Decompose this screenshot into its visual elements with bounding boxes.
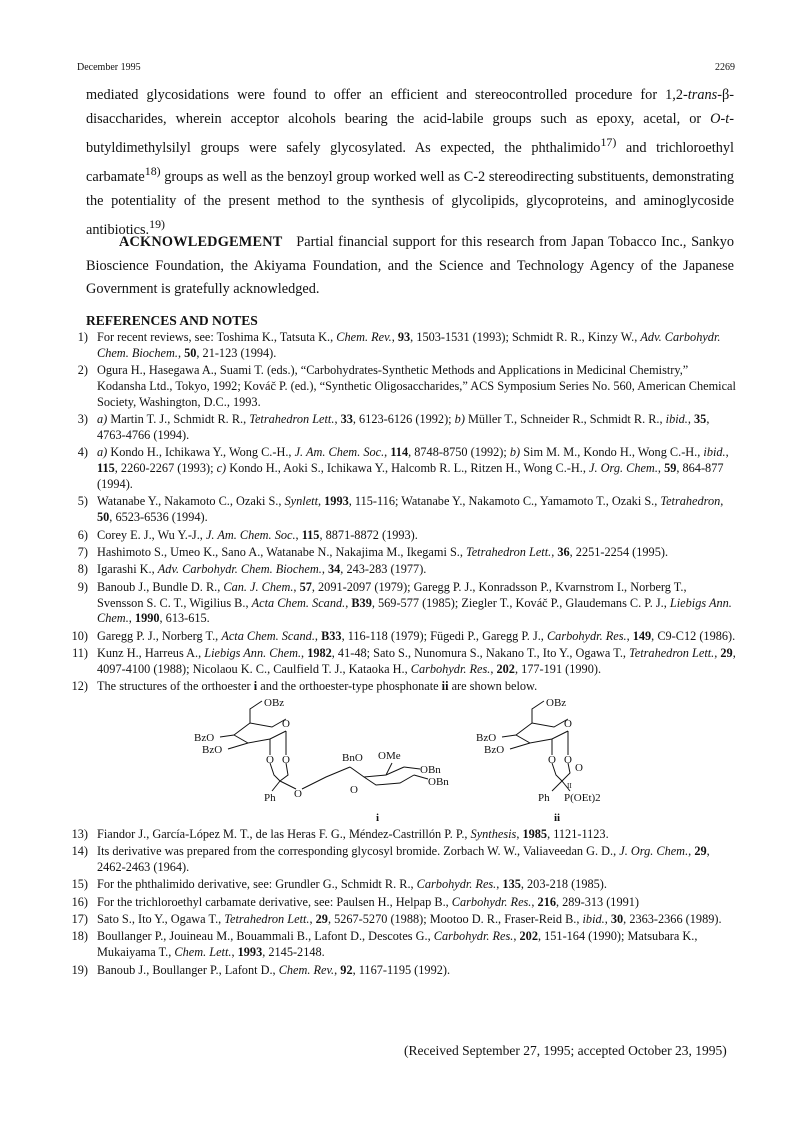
reference-item: 7) Hashimoto S., Umeo K., Sano A., Watanabe N., Nakajima M., Ikegami S., Tetrahedron Lett., 36, 2251-2254 (1995). xyxy=(77,544,669,559)
label-oxygen: O xyxy=(575,761,583,774)
header-page-number: 2269 xyxy=(715,62,735,73)
label-bno: BnO xyxy=(342,751,363,764)
label-bzo: BzO xyxy=(476,731,497,744)
reference-item: 4) a) Kondo H., Ichikawa Y., Wong C.-H., J. Am. Chem. Soc., 114, 8748-8750 (1992); b) Sim M. M., Kondo H., Wong C.-H., ibid., 115, 2260-2267 (1993); c) Kondo H., Aoki S., Ichikawa Y., Halcomb R. L., Ritzen H., Wong C.-H., J. Org. Chem., 59, 864-877 (1994). xyxy=(77,445,729,491)
label-double-bond: II xyxy=(567,781,572,790)
label-phenyl: Ph xyxy=(264,791,276,804)
label-phenyl: Ph xyxy=(538,791,550,804)
references-list xyxy=(60,330,736,980)
label-bzo: BzO xyxy=(202,743,223,756)
label-bzo: BzO xyxy=(194,731,215,744)
reference-item: 17) Sato S., Ito Y., Ogawa T., Tetrahedron Lett., 29, 5267-5270 (1988); Mootoo D. R., Fraser-Reid B., ibid., 30, 2363-2366 (1989). xyxy=(71,912,722,927)
reference-item: 16) For the trichloroethyl carbamate derivative, see: Paulsen H., Helpap B., Carbohydr. Res., 216, 289-313 (1991) xyxy=(71,894,639,909)
reference-item: 15) For the phthalimido derivative, see: Grundler G., Schmidt R. R., Carbohydr. Res., 135, 203-218 (1985). xyxy=(71,877,607,892)
label-phosphonate: P(OEt)2 xyxy=(564,791,601,804)
reference-item: 13) Fiandor J., García-López M. T., de las Heras F. G., Méndez-Castrillón P. P., Synthesis, 1985, 1121-1123. xyxy=(71,826,609,841)
reference-item: 8) Igarashi K., Adv. Carbohydr. Chem. Biochem., 34, 243-283 (1977). xyxy=(77,562,427,577)
label-obz: OBz xyxy=(264,696,285,709)
label-oxygen: O xyxy=(294,787,302,800)
citation-sup: 19) xyxy=(149,217,166,232)
citation-sup: 17) xyxy=(600,135,617,149)
reference-item: 10) Garegg P. J., Norberg T., Acta Chem. Scand., B33, 116-118 (1979); Fügedi P., Garegg P. J., Carbohydr. Res., 149, C9-C12 (1986). xyxy=(71,628,736,643)
label-obn: OBn xyxy=(428,775,449,788)
reference-item: 5) Watanabe Y., Nakamoto C., Ozaki S., Synlett, 1993, 115-116; Watanabe Y., Nakamoto C., Yamamoto T., Ozaki S., Tetrahedron, 50, 6523-6536 (1994). xyxy=(77,494,724,525)
header-date: December 1995 xyxy=(77,62,141,73)
acknowledgement-heading: ACKNOWLEDGEMENT xyxy=(119,234,283,250)
reference-item: 11) Kunz H., Harreus A., Liebigs Ann. Chem., 1982, 41-48; Sato S., Nunomura S., Nakano T., Ito Y., Ogawa T., Tetrahedron Lett., 29, 4097-4100 (1988); Nicolaou K. C., Caulfield T. J., Kataoka H., Carbohydr. Res., 202, 177-191 (1990). xyxy=(72,646,736,676)
acknowledgement-text: Partial financial support for this research from Japan Tobacco Inc., Sankyo Bioscience Foundation, the Akiyama Foundation, and the Science and Technology Agency of the Japanese Government is gratefully acknowledged. xyxy=(86,234,734,297)
label-obn: OBn xyxy=(420,763,441,776)
label-oxygen: O xyxy=(548,753,556,766)
label-bzo: BzO xyxy=(484,743,505,756)
body-paragraph-conclusion: mediated glycosidations were found to offer an efficient and stereocontrolled procedure for 1,2-trans-β-disaccharides, wherein acceptor alcohols bearing the acid-labile groups such as epoxy, acetal, or O-t-butyldimethylsilyl groups were safely glycosylated. As expected, the phthalimido$^{17)}$ and trichloroethyl carbamate$^{18)}$ groups as well as the benzoyl group worked well as C-2 stereodirecting substituents, demonstrating the potentiality of the present method to the synthesis of glycolipids, glycoproteins, and aminoglycoside antibiotics.$^{19)}$ xyxy=(86,87,734,238)
label-oxygen: O xyxy=(266,753,274,766)
running-header xyxy=(77,62,735,76)
received-dates: (Received September 27, 1995; accepted October 23, 1995) xyxy=(404,1043,727,1058)
acknowledgement-paragraph xyxy=(86,231,734,302)
chemical-structures-drawing xyxy=(180,697,620,827)
label-ring-oxygen: O xyxy=(564,717,572,730)
label-oxygen: O xyxy=(282,753,290,766)
reference-item: 3) a) Martin T. J., Schmidt R. R., Tetrahedron Lett., 33, 6123-6126 (1992); b) Müller T., Schneider R., Schmidt R. R., ibid., 35, 4763-4766 (1994). xyxy=(77,412,710,442)
reference-item: 12) The structures of the orthoester i and the orthoester-type phosphonate ii are shown below. xyxy=(71,679,538,694)
label-ring-oxygen: O xyxy=(282,717,290,730)
structure-label: ii xyxy=(554,811,561,824)
label-obz: OBz xyxy=(546,696,567,709)
reference-item: 9) Banoub J., Bundle D. R., Can. J. Chem., 57, 2091-2097 (1979); Garegg P. J., Konradsson P., Kvarnstrom I., Norberg T., Svensson S. C. T., Wigilius B., Acta Chem. Scand., B39, 569-577 (1985); Ziegler T., Kováč P., Glaudemans C. P. J., Liebigs Ann. Chem., 1990, 613-615. xyxy=(77,579,732,626)
references-heading: REFERENCES AND NOTES xyxy=(86,313,258,328)
label-oxygen: O xyxy=(350,783,358,796)
reference-item: 18) Boullanger P., Jouineau M., Bouammali B., Lafont D., Descotes G., Carbohydr. Res., 202, 151-164 (1990); Matsubara K., Mukaiyama T., Chem. Lett., 1993, 2145-2148. xyxy=(71,929,698,960)
structure-label: i xyxy=(376,811,380,824)
reference-item: 19) Banoub J., Boullanger P., Lafont D., Chem. Rev., 92, 1167-1195 (1992). xyxy=(71,962,451,977)
orthoester-structures-figure xyxy=(60,697,736,827)
label-oxygen: O xyxy=(564,753,572,766)
reference-item: 1) For recent reviews, see: Toshima K., Tatsuta K., Chem. Rev., 93, 1503-1531 (1993); Schmidt R. R., Kinzy W., Adv. Carbohydr. Chem. Biochem., 50, 21-123 (1994). xyxy=(77,330,721,360)
reference-item: 6) Corey E. J., Wu Y.-J., J. Am. Chem. Soc., 115, 8871-8872 (1993). xyxy=(77,527,418,542)
reference-item: 2) Ogura H., Hasegawa A., Suami T. (eds.), “Carbohydrates-Synthetic Methods and Applications in Medicinal Chemistry,” Kodansha Ltd., Tokyo, 1992; Kováč P. (ed.), “Synthetic Oligosaccharides,” ACS Symposium Series No. 560, American Chemical Society, Washington, D.C., 1993. xyxy=(77,363,736,409)
label-ome: OMe xyxy=(378,749,401,762)
citation-sup: 18) xyxy=(144,164,161,179)
reference-item: 14) Its derivative was prepared from the corresponding glycosyl bromide. Zorbach W. W., Valiaveedan G. D., J. Org. Chem., 29, 2462-2463 (1964). xyxy=(71,844,710,874)
